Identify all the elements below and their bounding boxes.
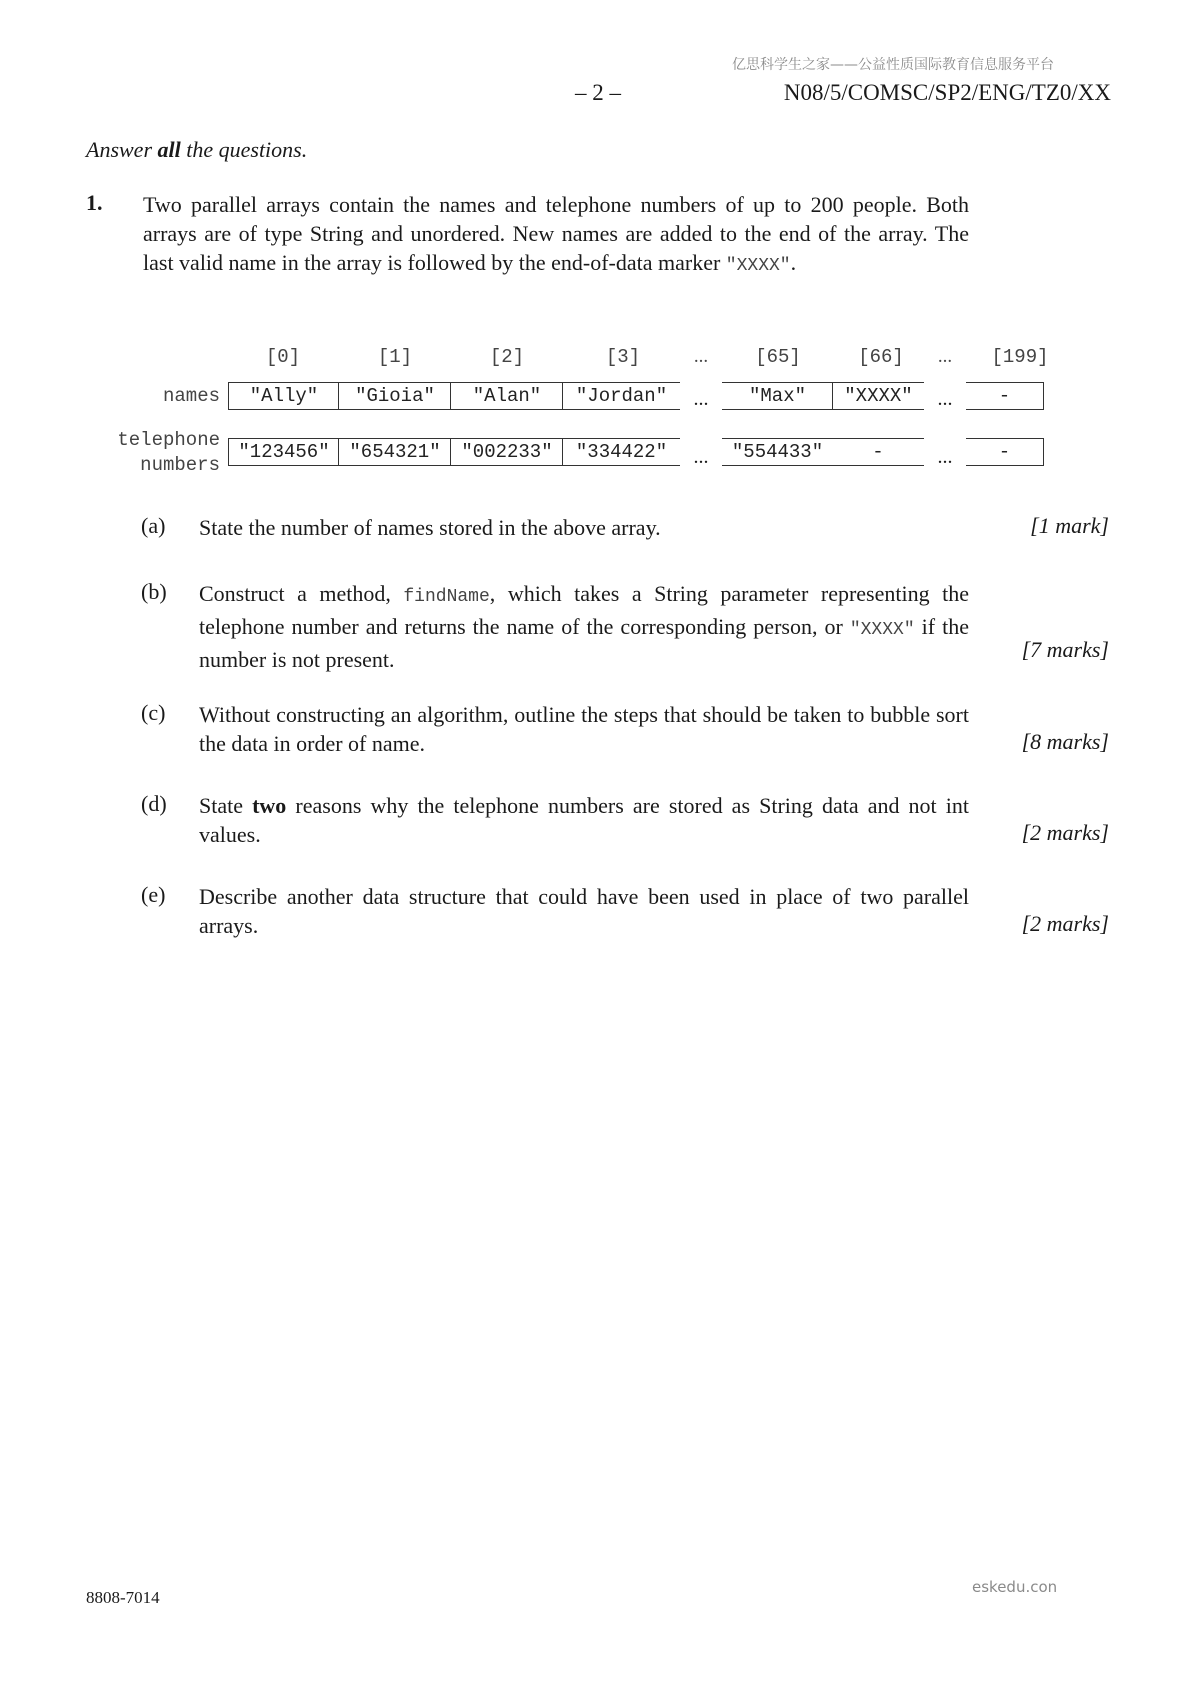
footer-watermark: eskedu.con — [972, 1578, 1058, 1596]
names-cell: "Gioia" — [338, 382, 452, 410]
names-cell: "Ally" — [228, 382, 340, 410]
part-b-code2: "XXXX" — [849, 620, 915, 640]
array-index: [65] — [755, 346, 801, 368]
array-index-ellipsis: ... — [937, 346, 953, 367]
telephone-cell: "002233" — [450, 438, 564, 466]
part-b-label: (b) — [141, 579, 167, 604]
telephone-ellipsis: ... — [693, 446, 709, 468]
names-ellipsis: ... — [693, 388, 709, 410]
part-b-code: findName — [403, 587, 490, 607]
part-e-marks: [2 marks] — [1021, 911, 1109, 936]
array-index: [1] — [377, 346, 413, 368]
array-index: [0] — [265, 346, 301, 368]
array-index: [199] — [991, 346, 1049, 368]
telephone-cell: "334422" — [562, 438, 680, 466]
names-ellipsis: ... — [937, 388, 953, 410]
footer-code: 8808-7014 — [86, 1588, 160, 1607]
telephone-cell: - — [832, 438, 924, 466]
telephone-row-label — [100, 428, 220, 478]
part-d-marks: [2 marks] — [1021, 820, 1109, 845]
names-cell: - — [966, 382, 1044, 410]
header-watermark: 亿思科学生之家——公益性质国际教育信息服务平台 — [732, 57, 1054, 73]
telephone-ellipsis: ... — [937, 446, 953, 468]
part-d-text-pre: State — [199, 793, 253, 818]
question-intro — [143, 190, 969, 281]
telephone-cell: - — [966, 438, 1044, 466]
part-e-label: (e) — [141, 882, 166, 907]
page-number: – 2 – — [575, 80, 621, 105]
intro-text: Two parallel arrays contain the names and telephone numbers of up to 200 people. Both arrays are of type String and unordered. New names are added to the end of the array. The last valid name in the array is followed by the end-of-data marker — [143, 192, 969, 275]
paper-code: N08/5/COMSC/SP2/ENG/TZ0/XX — [783, 80, 1111, 105]
part-b-text — [199, 579, 969, 674]
names-row-label: names — [162, 385, 220, 407]
intro-end: . — [790, 250, 797, 275]
array-index: [66] — [858, 346, 904, 368]
part-d-text-post: reasons why the telephone numbers are stored as String data and not int values. — [199, 793, 969, 847]
intro-code: "XXXX" — [725, 256, 791, 276]
names-cell: "Alan" — [450, 382, 564, 410]
part-d-text — [199, 791, 969, 849]
instruction-post: the questions. — [180, 137, 308, 162]
names-cell: "Max" — [722, 382, 834, 410]
telephone-cell: "554433" — [722, 438, 834, 466]
part-a-text: State the number of names stored in the above array. — [199, 515, 661, 540]
part-b-marks: [7 marks] — [1021, 637, 1109, 662]
instruction-pre: Answer — [86, 137, 158, 162]
question-number: 1. — [86, 190, 103, 215]
part-e-text: Describe another data structure that could have been used in place of two parallel arrays. — [199, 884, 969, 938]
part-d-label: (d) — [141, 791, 167, 816]
telephone-label-line2: numbers — [140, 454, 220, 476]
part-a-label: (a) — [141, 513, 166, 538]
names-cell: "Jordan" — [562, 382, 680, 410]
part-c-label: (c) — [141, 700, 166, 725]
part-d-bold: two — [252, 793, 287, 818]
array-index: [3] — [605, 346, 641, 368]
part-c-text: Without constructing an algorithm, outline the steps that should be taken to bubble sort the data in order of name. — [199, 702, 969, 756]
part-b-text-post: if the number is not present. — [199, 614, 969, 672]
instruction — [86, 137, 307, 163]
array-index: [2] — [489, 346, 525, 368]
telephone-cell: "123456" — [228, 438, 340, 466]
part-b-text-mid: , which takes a String parameter representing the telephone number and returns the name of the corresponding person, or — [199, 581, 969, 639]
part-c-marks: [8 marks] — [1021, 729, 1109, 754]
part-a-marks: [1 mark] — [1030, 513, 1109, 538]
instruction-bold: all — [157, 137, 181, 162]
telephone-label-line1: telephone — [117, 429, 220, 451]
part-b-text-pre: Construct a method, — [199, 581, 404, 606]
names-cell: "XXXX" — [832, 382, 924, 410]
array-index-ellipsis: ... — [693, 346, 709, 367]
telephone-cell: "654321" — [338, 438, 452, 466]
